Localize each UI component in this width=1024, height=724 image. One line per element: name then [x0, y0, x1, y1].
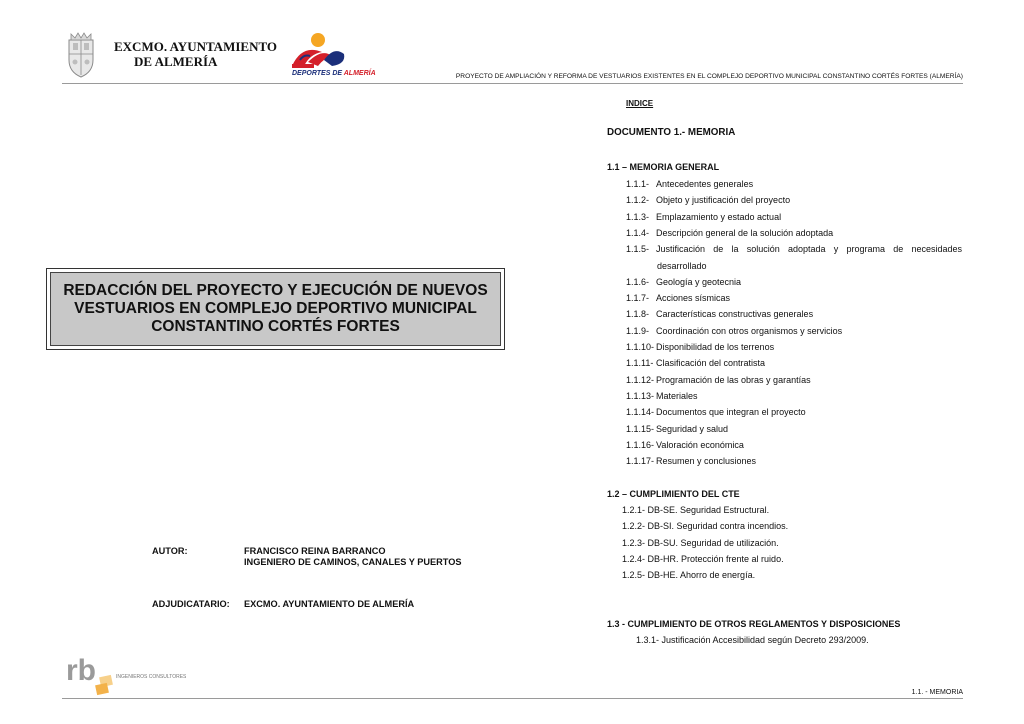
list-item-text: Coordinación con otros organismos y servicios: [656, 325, 843, 336]
list-item-number: 1.1.15-: [626, 423, 655, 434]
list-item-number: 1.1.16-: [626, 439, 655, 450]
list-item-number: 1.1.8-: [626, 309, 650, 320]
list-item-text: Acciones sísmicas: [656, 293, 731, 304]
document-title: DOCUMENTO 1.- MEMORIA: [607, 127, 736, 138]
list-item: [626, 391, 698, 401]
list-item: [626, 326, 842, 336]
sports-logo-caption-a: DEPORTES DE: [292, 70, 344, 77]
list-item-text: Características constructivas generales: [656, 309, 814, 320]
project-title: [53, 282, 497, 336]
list-item-number: 1.1.7-: [626, 293, 650, 304]
list-item: [626, 228, 833, 238]
list-item-number: 1.1.17-: [626, 456, 655, 467]
footer-divider: [62, 698, 963, 699]
list-item-text: Descripción general de la solución adoptada: [656, 227, 834, 238]
list-item-text: Clasificación del contratista: [656, 358, 766, 369]
list-item-text: Geología y geotecnia: [656, 276, 742, 287]
list-item-text: Objeto y justificación del proyecto: [656, 195, 791, 206]
list-item: 1.2.5- DB-HE. Ahorro de energía.: [622, 570, 756, 580]
section-1-3-title: 1.3 - CUMPLIMIENTO DE OTROS REGLAMENTOS Y DISPOSICIONES: [607, 619, 901, 629]
index-heading: INDICE: [626, 99, 654, 108]
list-item-text: Antecedentes generales: [656, 179, 754, 189]
sports-logo-caption-b: ALMERÍA: [343, 70, 376, 77]
list-item-text: Resumen y conclusiones: [656, 456, 757, 467]
list-item: [626, 456, 756, 466]
list-item-number: 1.1.9-: [626, 325, 650, 336]
list-item: [626, 277, 741, 287]
list-item: 1.3.1- Justificación Accesibilidad según Decreto 293/2009.: [636, 635, 869, 645]
list-item-number: 1.1.5-: [626, 244, 650, 255]
list-item: 1.2.1- DB-SE. Seguridad Estructural.: [622, 505, 770, 515]
list-item-continuation: desarrollado: [657, 260, 707, 271]
list-item: 1.2.2- DB-SI. Seguridad contra incendios.: [622, 521, 789, 531]
list-item: [626, 244, 963, 254]
list-item: 1.2.4- DB-HR. Protección frente al ruido.: [622, 554, 784, 564]
list-item: [626, 440, 744, 450]
list-item: [626, 375, 811, 385]
list-item-text: Seguridad y salud: [656, 423, 729, 434]
list-item: [626, 195, 790, 205]
list-item-number: 1.1.6-: [626, 276, 650, 287]
list-item-number: 1.1.1-: [626, 179, 650, 189]
list-item: [626, 179, 753, 189]
rb-logo-letters: rb: [66, 654, 96, 687]
project-title-box: [46, 268, 505, 350]
list-item-number: 1.1.3-: [626, 211, 650, 222]
footer-section-label: 1.1. - MEMORIA: [911, 689, 963, 696]
list-item-number: 1.1.13-: [626, 390, 655, 401]
list-item-text: Documentos que integran el proyecto: [656, 407, 806, 418]
list-item-text: Emplazamiento y estado actual: [656, 211, 782, 222]
list-item-text: Disponibilidad de los terrenos: [656, 342, 775, 352]
list-item: [626, 342, 774, 352]
author-title: INGENIERO DE CAMINOS, CANALES Y PUERTOS: [244, 557, 462, 567]
list-item: [626, 424, 728, 434]
list-item-text: Materiales: [656, 390, 698, 401]
header-divider: [62, 83, 963, 84]
list-item-number: 1.1.4-: [626, 227, 650, 238]
list-item-number: 1.1.11-: [626, 358, 654, 369]
list-item: 1.2.3- DB-SU. Seguridad de utilización.: [622, 538, 779, 548]
list-item: [626, 309, 813, 319]
council-name: [114, 39, 277, 69]
title-line-2: VESTUARIOS EN COMPLEJO DEPORTIVO MUNICIPAL: [74, 300, 477, 317]
council-line-2: DE ALMERÍA: [134, 54, 218, 69]
contractor-label: ADJUDICATARIO:: [152, 599, 230, 609]
list-item: [626, 407, 806, 417]
project-title-panel: [50, 272, 501, 346]
list-item-number: 1.1.2-: [626, 195, 650, 206]
list-item-number: 1.1.12-: [626, 374, 655, 385]
contractor-name: EXCMO. AYUNTAMIENTO DE ALMERÍA: [244, 599, 415, 609]
list-item-number: 1.1.10-: [626, 342, 655, 352]
list-item: [626, 358, 765, 368]
list-item: [626, 212, 781, 222]
title-line-1: REDACCIÓN DEL PROYECTO Y EJECUCIÓN DE NUEVOS: [63, 282, 488, 299]
project-header-line: PROYECTO DE AMPLIACIÓN Y REFORMA DE VESTUARIOS EXISTENTES EN EL COMPLEJO DEPORTIVO MUNICIPAL CONSTANTINO CORTÉS FORTES (ALMERÍA): [455, 73, 963, 80]
list-item: [626, 293, 730, 303]
sports-logo-caption: [292, 70, 376, 77]
title-line-3: CONSTANTINO CORTÉS FORTES: [151, 318, 400, 335]
list-item-text: Justificación de la solución adoptada y programa de necesidades: [656, 244, 962, 255]
section-1-1-title: 1.1 – MEMORIA GENERAL: [607, 162, 720, 172]
rb-consultants-logo-icon: [66, 654, 186, 696]
author-label: AUTOR:: [152, 546, 188, 556]
rb-logo-caption: INGENIEROS CONSULTORES: [116, 674, 186, 680]
list-item-text: Programación de las obras y garantías: [656, 374, 811, 385]
list-item-number: 1.1.14-: [626, 407, 655, 418]
council-line-1: EXCMO. AYUNTAMIENTO: [114, 39, 278, 54]
author-name: FRANCISCO REINA BARRANCO: [244, 546, 386, 556]
coat-of-arms-icon: [64, 30, 98, 80]
section-1-2-title: 1.2 – CUMPLIMIENTO DEL CTE: [607, 489, 740, 499]
list-item-text: Valoración económica: [656, 439, 744, 450]
